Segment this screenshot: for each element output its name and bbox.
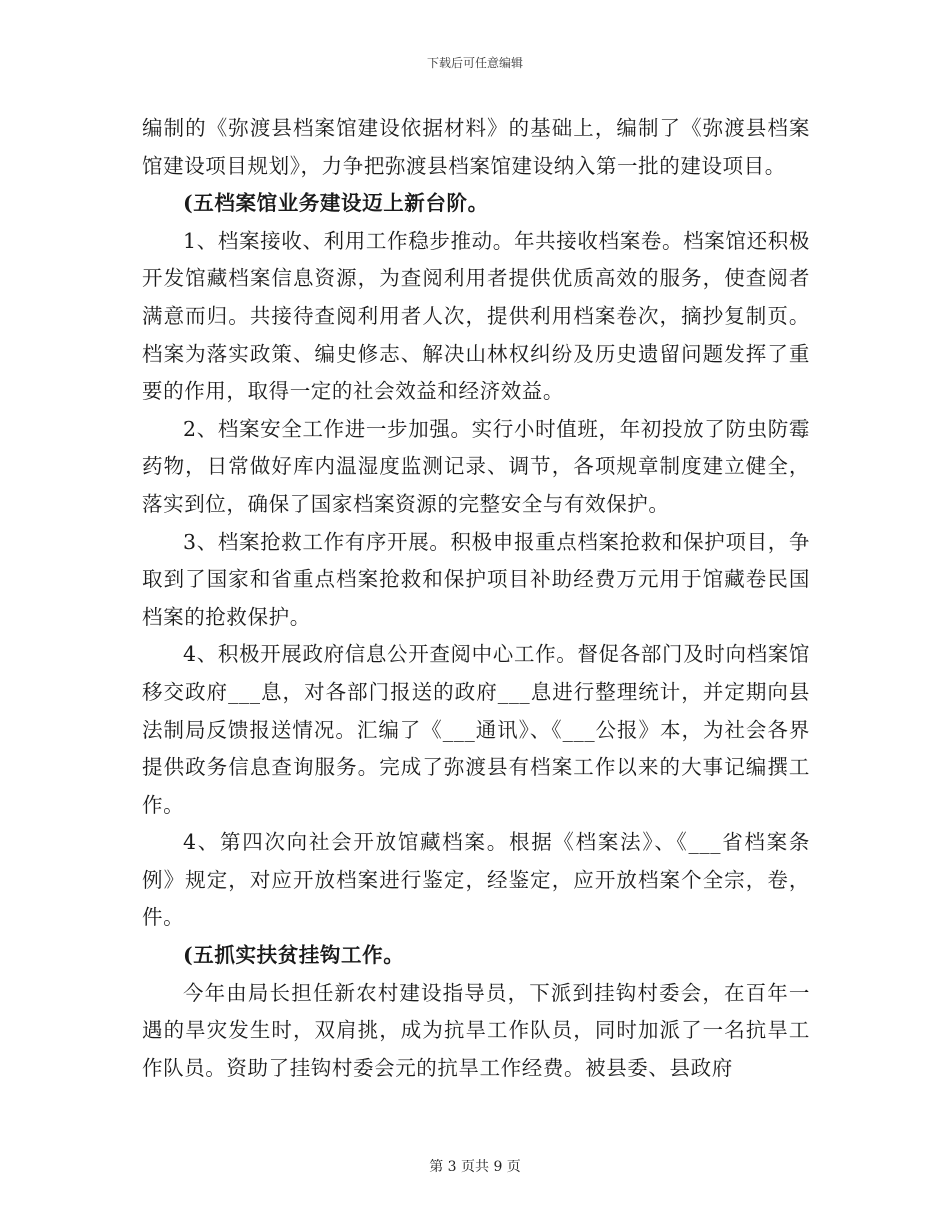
paragraph-open-archives: 4、第四次向社会开放馆藏档案。根据《档案法》、《___省档案条例》规定，对应开放档案进行鉴定，经鉴定，应开放档案个全宗，卷，件。 (142, 830, 810, 930)
section-heading-archive-business: (五档案馆业务建设迈上新台阶。 (183, 191, 489, 216)
document-body (142, 110, 810, 1087)
section-heading-poverty-aid: (五抓实扶贫挂钩工作。 (183, 943, 405, 968)
page-header: 下载后可任意编辑 (426, 56, 523, 70)
paragraph-poverty-aid: 今年由局长担任新农村建设指导员，下派到挂钩村委会，在百年一遇的旱灾发生时，双肩挑，成为抗旱工作队员，同时加派了一名抗旱工作队员。资助了挂钩村委会元的抗旱工作经费。被县委、县政府 (142, 980, 810, 1080)
paragraph-archive-safety: 2、档案安全工作进一步加强。实行小时值班，年初投放了防虫防霉药物，日常做好库内温湿度监测记录、调节，各项规章制度建立健全，落实到位，确保了国家档案资源的完整安全与有效保护。 (142, 416, 810, 516)
page-footer: 第 3 页共 9 页 (429, 1159, 521, 1175)
paragraph-continuation: 编制的《弥渡县档案馆建设依据材料》的基础上，编制了《弥渡县档案馆建设项目规划》，力争把弥渡县档案馆建设纳入第一批的建设项目。 (142, 116, 810, 178)
paragraph-info-disclosure: 4、积极开展政府信息公开查阅中心工作。督促各部门及时向档案馆移交政府___息，对各部门报送的政府___息进行整理统计，并定期向县法制局反馈报送情况。汇编了《___通讯》、《___公报》本，为社会各界提供政务信息查询服务。完成了弥渡县有档案工作以来的大事记编撰工作。 (142, 642, 810, 817)
paragraph-archive-receiving: 1、档案接收、利用工作稳步推动。年共接收档案卷。档案馆还积极开发馆藏档案信息资源，为查阅利用者提供优质高效的服务，使查阅者满意而归。共接待查阅利用者人次，提供利用档案卷次，摘抄复制页。档案为落实政策、编史修志、解决山林权纠纷及历史遗留问题发挥了重要的作用，取得一定的社会效益和经济效益。 (142, 228, 810, 404)
paragraph-archive-rescue: 3、档案抢救工作有序开展。积极申报重点档案抢救和保护项目，争取到了国家和省重点档案抢救和保护项目补助经费万元用于馆藏卷民国档案的抢救保护。 (142, 529, 810, 629)
